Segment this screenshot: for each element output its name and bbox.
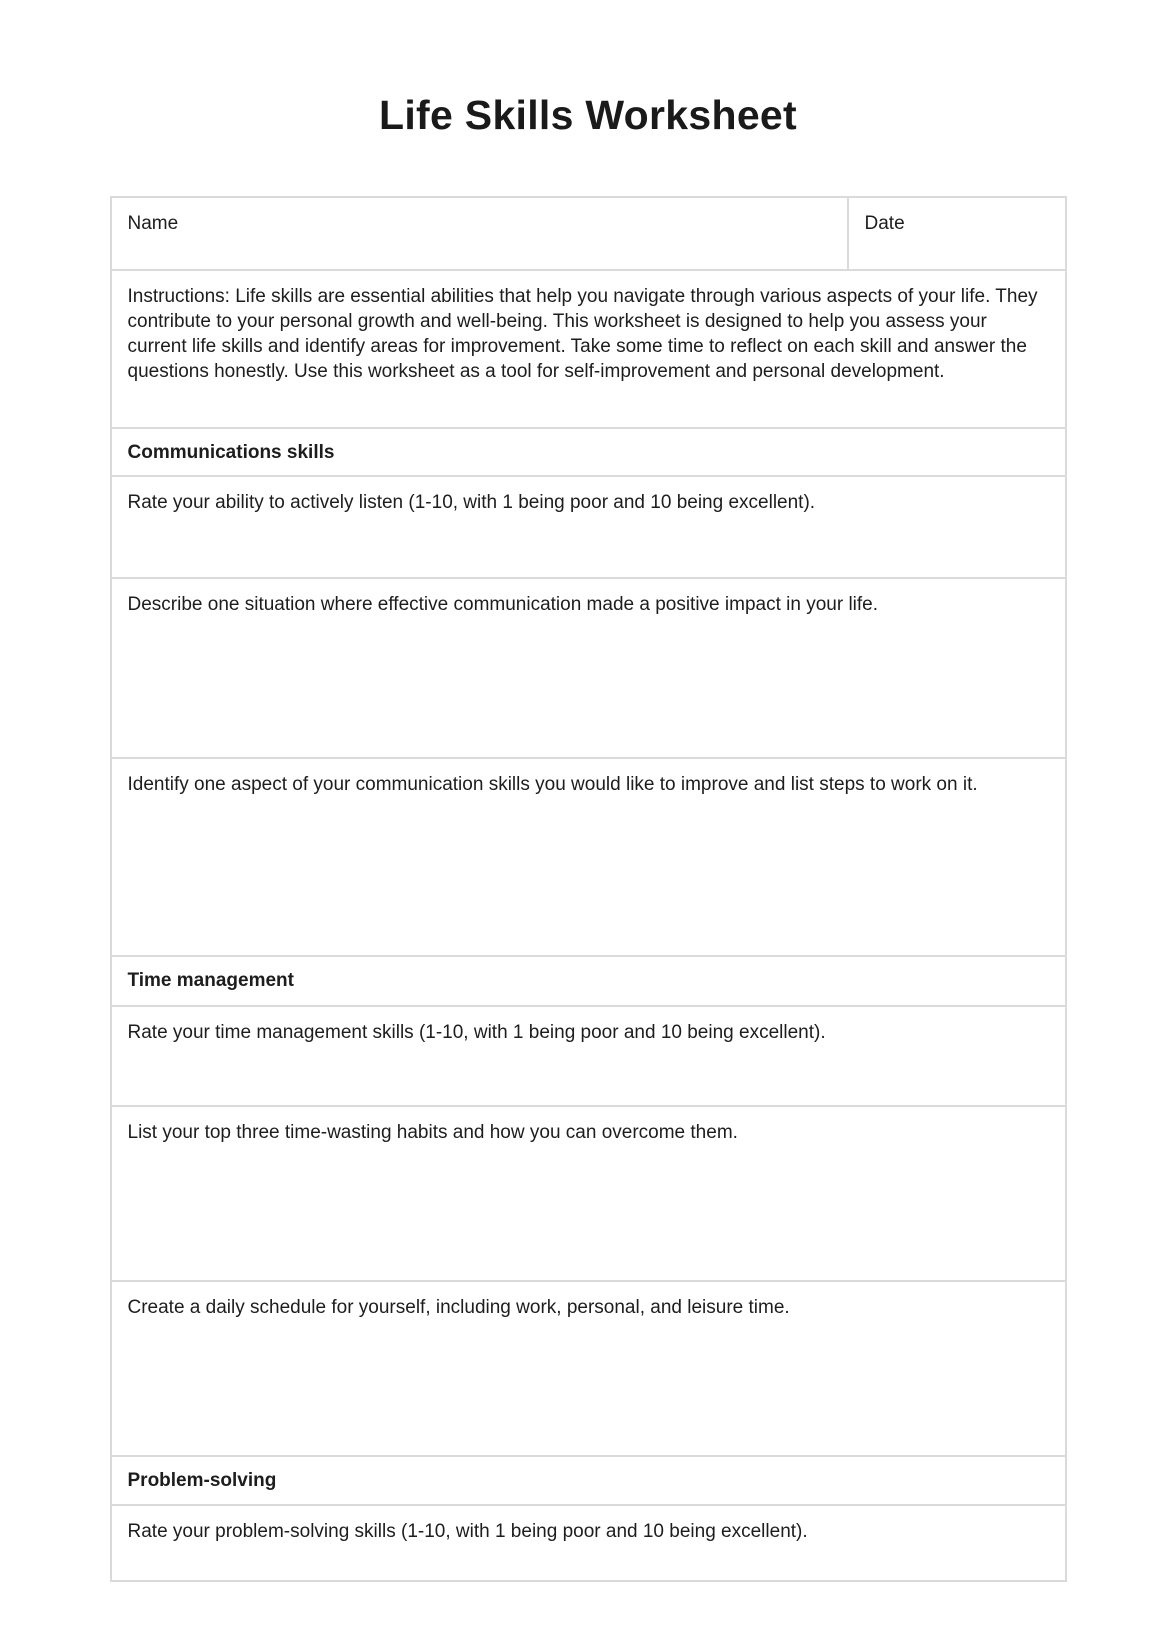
section-row-communications-skills <box>111 428 1066 476</box>
question-row <box>111 1505 1066 1581</box>
section-heading-cell <box>111 1456 1066 1505</box>
section-heading-communications-skills: Communications skills <box>127 442 335 464</box>
question-row <box>111 1006 1066 1106</box>
answer-area[interactable] <box>111 1505 1066 1581</box>
instructions-row <box>111 270 1066 428</box>
instructions-cell <box>111 270 1066 428</box>
section-heading-time-management: Time management <box>127 970 294 992</box>
section-row-time-management <box>111 956 1066 1006</box>
answer-area[interactable] <box>111 476 1066 578</box>
answer-area[interactable] <box>111 1106 1066 1281</box>
question-text: Rate your ability to actively listen (1-10, with 1 being poor and 10 being excellent). <box>127 492 816 514</box>
instructions-text: Instructions: Life skills are essential abilities that help you navigate through various aspects of your life. They contribute to your personal growth and well-being. This worksheet is designed to help you assess your current life skills and identify areas for improvement. Take some time to reflect on each skill and answer the questions honestly. Use this worksheet as a tool for self-improvement and personal development. <box>127 286 1038 383</box>
section-heading-cell <box>111 956 1066 1006</box>
question-row <box>111 758 1066 956</box>
section-heading-cell <box>111 428 1066 476</box>
section-heading-problem-solving: Problem-solving <box>127 1470 277 1492</box>
answer-area[interactable] <box>111 1281 1066 1456</box>
question-text: Rate your time management skills (1-10, with 1 being poor and 10 being excellent). <box>127 1022 826 1044</box>
question-row <box>111 578 1066 758</box>
question-text: Identify one aspect of your communication skills you would like to improve and list steps to work on it. <box>127 774 978 796</box>
answer-area[interactable] <box>111 758 1066 956</box>
section-row-problem-solving <box>111 1456 1066 1505</box>
date-field-cell[interactable] <box>848 197 1066 270</box>
question-text: Create a daily schedule for yourself, including work, personal, and leisure time. <box>127 1297 790 1319</box>
name-field-cell[interactable] <box>111 197 848 270</box>
question-row <box>111 1281 1066 1456</box>
answer-area[interactable] <box>111 578 1066 758</box>
question-text: Describe one situation where effective communication made a positive impact in your life. <box>127 594 879 616</box>
question-row <box>111 476 1066 578</box>
worksheet-table <box>110 196 1067 1582</box>
question-text: List your top three time-wasting habits and how you can overcome them. <box>127 1122 738 1144</box>
date-label: Date <box>864 213 905 235</box>
answer-area[interactable] <box>111 1006 1066 1106</box>
name-date-row <box>111 197 1066 270</box>
question-text: Rate your problem-solving skills (1-10, with 1 being poor and 10 being excellent). <box>127 1521 808 1543</box>
name-label: Name <box>127 213 179 235</box>
question-row <box>111 1106 1066 1281</box>
page-title: Life Skills Worksheet <box>379 92 797 138</box>
